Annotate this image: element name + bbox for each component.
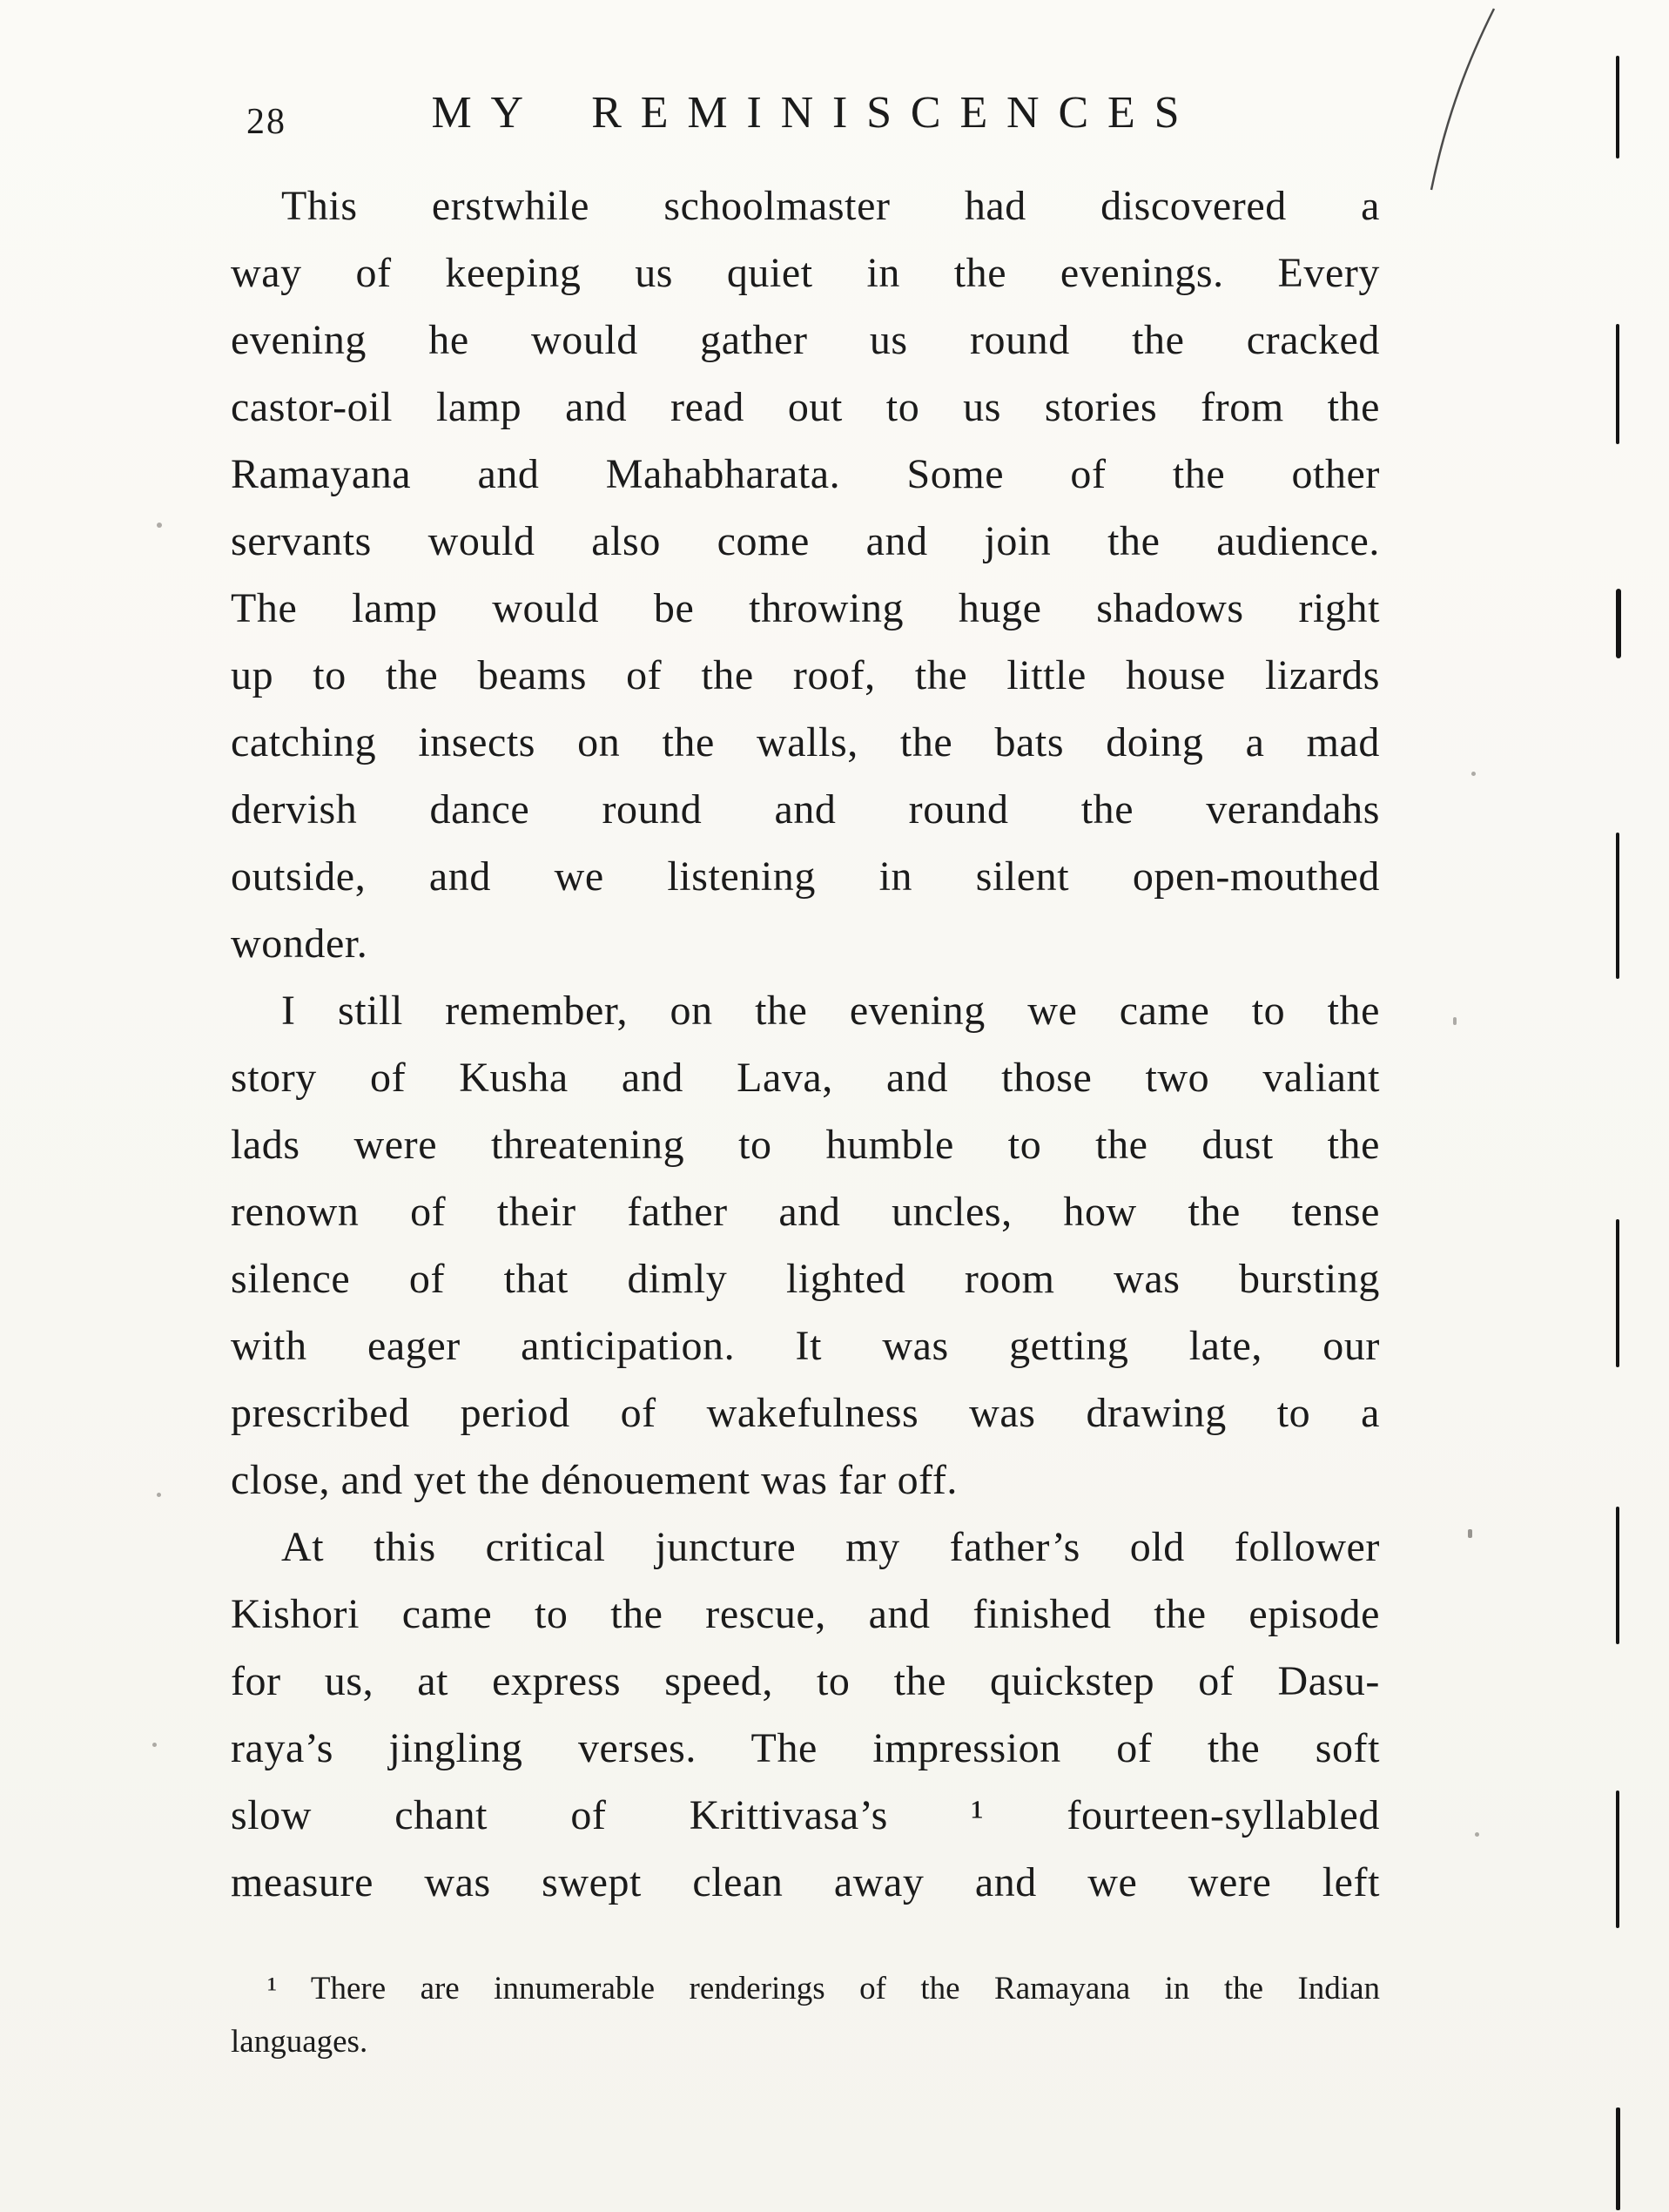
scan-artifact-speck <box>1475 1832 1479 1837</box>
scan-artifact-edge-mark <box>1616 589 1621 658</box>
text-line: slow chant of Krittivasa’s ¹ fourteen-syllabled <box>231 1792 1380 1838</box>
scan-artifact-edge-mark <box>1616 56 1619 158</box>
text-line: Kishori came to the rescue, and finished the episode <box>231 1591 1380 1637</box>
text-line: At this critical juncture my father’s old follower <box>281 1524 1380 1570</box>
text-line: castor-oil lamp and read out to us stories from the <box>231 384 1380 430</box>
scan-artifact-speck <box>1471 772 1476 776</box>
text-line: renown of their father and uncles, how the tense <box>231 1189 1380 1235</box>
text-line: servants would also come and join the audience. <box>231 518 1380 564</box>
text-line: catching insects on the walls, the bats doing a mad <box>231 719 1380 765</box>
paragraph <box>231 977 1380 1514</box>
scan-artifact-speck <box>152 1743 157 1747</box>
scan-artifact-speck <box>157 1493 161 1497</box>
body-text <box>231 172 1380 1916</box>
text-line: measure was swept clean away and we were left <box>231 1859 1380 1905</box>
text-line: This erstwhile schoolmaster had discovered a <box>281 183 1380 229</box>
paragraph <box>231 1514 1380 1916</box>
text-line: story of Kusha and Lava, and those two valiant <box>231 1055 1380 1101</box>
text-line: I still remember, on the evening we came to the <box>281 988 1380 1034</box>
scan-artifact-speck <box>157 523 162 528</box>
text-line: languages. <box>231 2024 368 2060</box>
text-line: The lamp would be throwing huge shadows right <box>231 585 1380 631</box>
text-line: lads were threatening to humble to the dust the <box>231 1122 1380 1168</box>
text-line: for us, at express speed, to the quickstep of Dasu- <box>231 1658 1380 1704</box>
scan-artifact-hairline <box>1419 7 1502 194</box>
running-title: MY REMINISCENCES <box>431 88 1199 138</box>
scan-artifact-edge-mark <box>1616 1219 1619 1367</box>
text-line: close, and yet the dénouement was far off. <box>231 1457 959 1503</box>
footnote <box>231 1962 1380 2068</box>
text-line: with eager anticipation. It was getting late, our <box>231 1323 1380 1369</box>
text-line: Ramayana and Mahabharata. Some of the other <box>231 451 1380 497</box>
text-line: up to the beams of the roof, the little house lizards <box>231 652 1380 698</box>
scan-artifact-edge-mark <box>1616 1507 1619 1644</box>
text-line: raya’s jingling verses. The impression of the soft <box>231 1725 1380 1771</box>
page-header <box>231 87 1380 165</box>
text-line: prescribed period of wakefulness was drawing to a <box>231 1390 1380 1436</box>
scan-artifact-edge-mark <box>1616 324 1619 444</box>
scan-artifact-edge-mark <box>1616 833 1619 979</box>
scan-artifact-edge-mark <box>1616 2107 1620 2210</box>
page-number: 28 <box>246 102 286 142</box>
text-line: dervish dance round and round the verandahs <box>231 786 1380 833</box>
text-line: way of keeping us quiet in the evenings. Every <box>231 250 1380 296</box>
text-line: silence of that dimly lighted room was bursting <box>231 1256 1380 1302</box>
text-line: evening he would gather us round the cracked <box>231 317 1380 363</box>
scan-artifact-speck <box>1453 1017 1457 1025</box>
paragraph <box>231 172 1380 977</box>
text-line: wonder. <box>231 921 368 967</box>
text-line: ¹ There are innumerable renderings of the Ramayana in the Indian <box>267 1971 1380 2006</box>
scan-artifact-edge-mark <box>1616 1791 1619 1928</box>
text-line: outside, and we listening in silent open-mouthed <box>231 853 1380 900</box>
scan-artifact-speck <box>1468 1529 1472 1538</box>
